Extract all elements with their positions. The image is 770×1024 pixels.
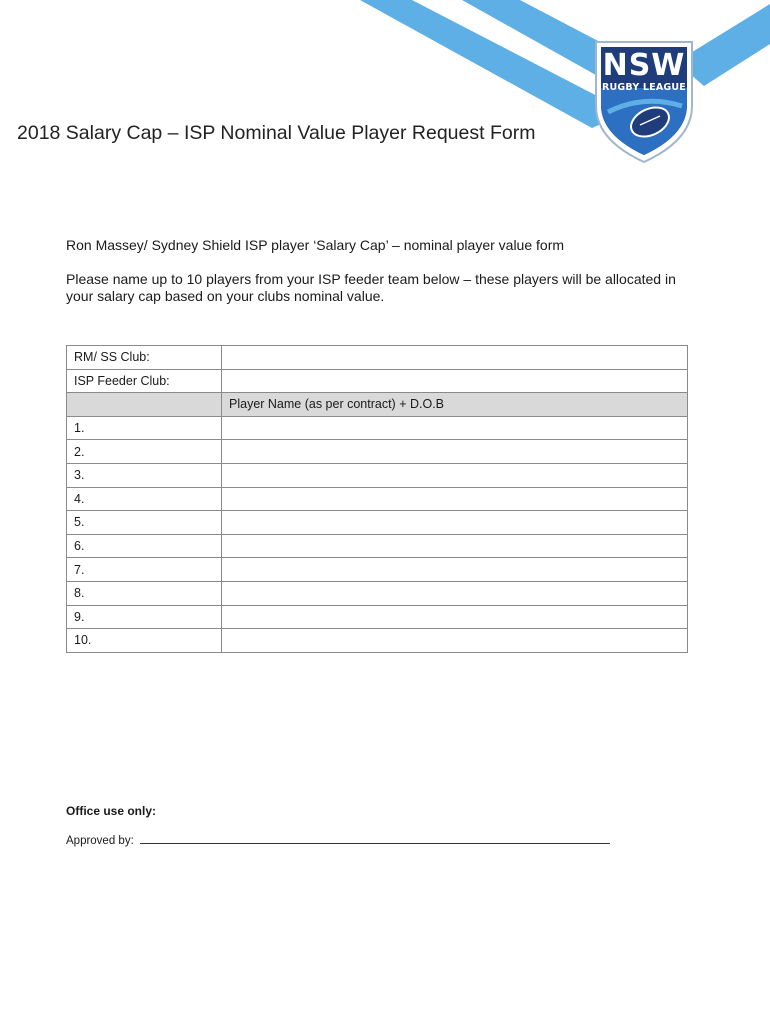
- player-row: [67, 416, 688, 440]
- player-row: [67, 558, 688, 582]
- feeder-club-row: [67, 369, 688, 393]
- player-header-row: [67, 393, 688, 417]
- player-row: [67, 605, 688, 629]
- player-name-input-cell[interactable]: [222, 534, 688, 558]
- player-name-input-cell[interactable]: [222, 581, 688, 605]
- club-label: RM/ SS Club:: [67, 346, 222, 370]
- player-row-number: 9.: [67, 605, 222, 629]
- player-row-number: 8.: [67, 581, 222, 605]
- page-title: 2018 Salary Cap – ISP Nominal Value Player Request Form: [17, 122, 536, 144]
- approved-by-field: [66, 832, 610, 847]
- player-request-table: [66, 345, 688, 653]
- player-row: [67, 534, 688, 558]
- form-subtitle: Ron Massey/ Sydney Shield ISP player ‘Salary Cap’ – nominal player value form: [66, 237, 565, 253]
- approved-by-label: Approved by:: [66, 835, 134, 847]
- logo-wordmark: NSW: [602, 48, 686, 83]
- approved-by-signature-line[interactable]: [140, 832, 610, 844]
- player-row-number: 2.: [67, 440, 222, 464]
- player-row: [67, 487, 688, 511]
- player-name-input-cell[interactable]: [222, 463, 688, 487]
- player-name-input-cell[interactable]: [222, 629, 688, 653]
- player-name-input-cell[interactable]: [222, 605, 688, 629]
- player-row: [67, 629, 688, 653]
- club-row: [67, 346, 688, 370]
- player-row-number: 3.: [67, 463, 222, 487]
- office-use-heading: Office use only:: [66, 804, 157, 818]
- player-row-number: 6.: [67, 534, 222, 558]
- player-row: [67, 463, 688, 487]
- player-name-input-cell[interactable]: [222, 440, 688, 464]
- form-instructions: Please name up to 10 players from your ISP feeder team below – these players will be allocated in your salary cap based on your clubs nominal value.: [66, 271, 676, 304]
- player-name-input-cell[interactable]: [222, 416, 688, 440]
- player-name-input-cell[interactable]: [222, 511, 688, 535]
- player-row-number: 7.: [67, 558, 222, 582]
- player-row: [67, 440, 688, 464]
- feeder-club-label: ISP Feeder Club:: [67, 369, 222, 393]
- player-row: [67, 511, 688, 535]
- player-row-number: 10.: [67, 629, 222, 653]
- player-name-input-cell[interactable]: [222, 487, 688, 511]
- player-name-header: Player Name (as per contract) + D.O.B: [222, 393, 688, 417]
- player-row-number: 4.: [67, 487, 222, 511]
- player-row-number: 1.: [67, 416, 222, 440]
- logo-subtitle: RUGBY LEAGUE: [601, 82, 687, 93]
- player-name-input-cell[interactable]: [222, 558, 688, 582]
- header-blank-cell: [67, 393, 222, 417]
- player-row: [67, 581, 688, 605]
- player-row-number: 5.: [67, 511, 222, 535]
- feeder-club-input-cell[interactable]: [222, 369, 688, 393]
- club-input-cell[interactable]: [222, 346, 688, 370]
